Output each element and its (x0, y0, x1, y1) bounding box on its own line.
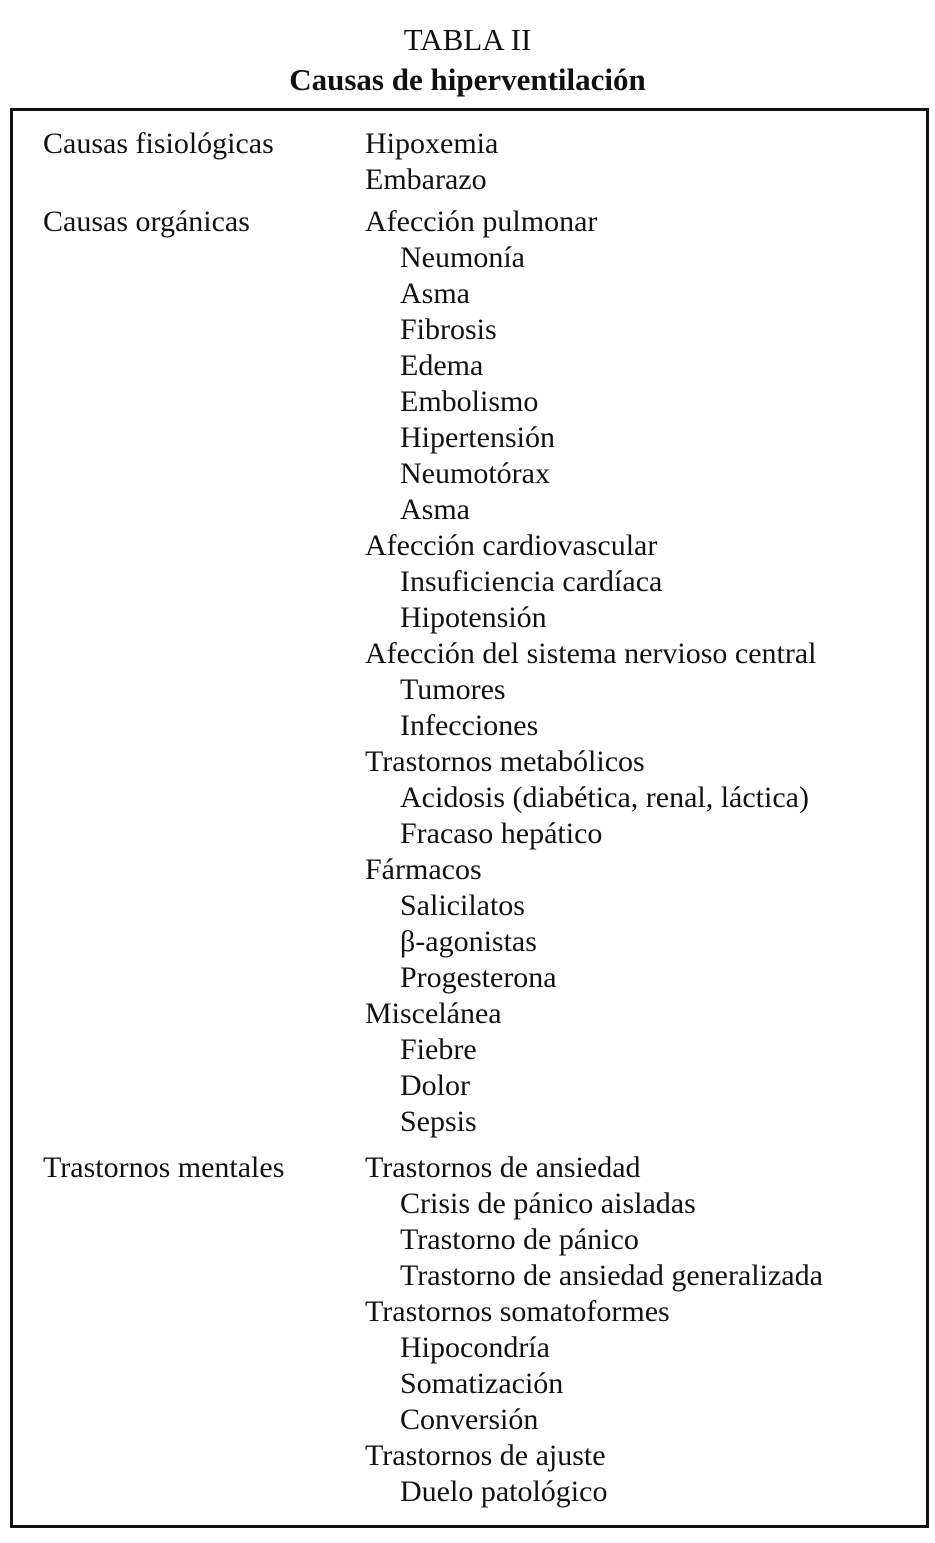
entry-list (365, 204, 817, 1140)
cause-subitem: Neumotórax (400, 457, 550, 490)
cause-subcategory: Afección pulmonar (365, 205, 598, 238)
cause-subitem: Hipertensión (400, 421, 555, 454)
cause-subitem: Hipotensión (400, 601, 547, 634)
causes-table (10, 108, 929, 1528)
cause-subitem: Tumores (400, 673, 506, 706)
cause-subitem: Duelo patológico (400, 1475, 608, 1508)
cause-subcategory: Fármacos (365, 853, 482, 886)
cause-subitem: Acidosis (diabética, renal, láctica) (400, 781, 809, 814)
cause-subcategory: Afección cardiovascular (365, 529, 658, 562)
cause-subcategory: Trastornos de ajuste (365, 1439, 606, 1472)
cause-subitem: Embolismo (400, 385, 539, 418)
cause-subitem: Salicilatos (400, 889, 525, 922)
cause-subitem: Asma (400, 493, 470, 526)
category-label: Causas orgánicas (43, 205, 250, 238)
category-label: Trastornos mentales (43, 1151, 285, 1184)
entry-list (365, 1150, 823, 1510)
cause-subitem: Sepsis (400, 1105, 477, 1138)
cause-subitem: Neumonía (400, 241, 525, 274)
cause-subcategory: Hipoxemia (365, 127, 499, 160)
cause-subcategory: Embarazo (365, 163, 487, 196)
cause-subitem: Crisis de pánico aisladas (400, 1187, 696, 1220)
cause-subitem: Conversión (400, 1403, 539, 1436)
cause-subitem: Hipocondría (400, 1331, 550, 1364)
cause-subitem: Trastorno de ansiedad generalizada (400, 1259, 823, 1292)
cause-subitem: Asma (400, 277, 470, 310)
cause-subitem: Trastorno de pánico (400, 1223, 639, 1256)
cause-subitem: Fiebre (400, 1033, 477, 1066)
cause-subitem: Dolor (400, 1069, 470, 1102)
table-label: TABLA II (403, 22, 532, 57)
cause-subcategory: Trastornos de ansiedad (365, 1151, 641, 1184)
cause-subitem: Fracaso hepático (400, 817, 603, 850)
cause-subitem: Progesterona (400, 961, 557, 994)
cause-subitem: Infecciones (400, 709, 539, 742)
cause-subcategory: Miscelánea (365, 997, 502, 1030)
category-label: Causas fisiológicas (43, 127, 274, 160)
cause-subcategory: Afección del sistema nervioso central (365, 637, 817, 670)
table-title: Causas de hiperventilación (289, 62, 646, 97)
cause-subcategory: Trastornos somatoformes (365, 1295, 670, 1328)
cause-subitem: Edema (400, 349, 484, 382)
cause-subitem: Insuficiencia cardíaca (400, 565, 663, 598)
entry-list (365, 126, 498, 198)
cause-subitem: β-agonistas (400, 925, 537, 958)
cause-subcategory: Trastornos metabólicos (365, 745, 645, 778)
cause-subitem: Fibrosis (400, 313, 497, 346)
cause-subitem: Somatización (400, 1367, 564, 1400)
